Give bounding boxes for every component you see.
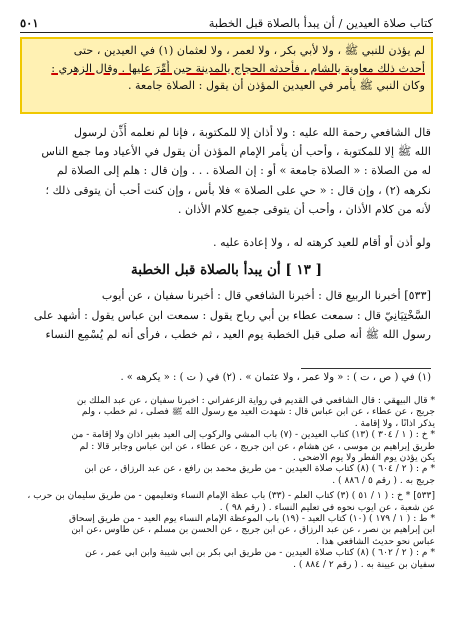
note-line: يكن يؤذن يوم الفطر ولا يوم الأضحى . bbox=[292, 453, 435, 464]
section-title: [ ١٣ ] أن يبدأ بالصلاة قبل الخطبة bbox=[130, 262, 323, 278]
note-line: جريج ، عن عطاء ، عن ابن عباس قال : شهدت العيد مع رسول الله ﷺ فصلى ، ثم خطب ، ولم bbox=[81, 407, 435, 418]
body-line: لأنه من كلام الأذان ، وأحب أن يتوقى جميع كلام الأذان . bbox=[177, 202, 431, 216]
note-line: طريق إبراهيم بن موسى ، عن هشام ، عن ابن جريج ، عن عطاء ، عن ابن عباس وجابر قالا : لم bbox=[79, 441, 435, 452]
note-line: يذكر أذانًا ، ولا إقامة . bbox=[354, 418, 435, 429]
running-header bbox=[20, 12, 433, 33]
scholarly-notes bbox=[18, 396, 435, 571]
highlight-line: لم يؤذن للنبي ﷺ ، ولا لأبي بكر ، ولا لعمر ، ولا لعثمان (١) في العيدين ، حتى bbox=[73, 44, 425, 57]
footnote-divider bbox=[301, 368, 431, 369]
body-line: نكرهه (٢) ، وإن قال : « حي على الصلاة » فلا بأس ، وإن كنت أحب أن يتوقى ذلك ؛ bbox=[45, 183, 431, 197]
header-title: كتاب صلاة العيدين / أن يبدأ بالصلاة قبل الخطبة bbox=[208, 16, 433, 30]
body-line: ولو أذن أو أقام للعيد كرهته له ، ولا إعادة عليه . bbox=[213, 236, 431, 249]
highlighted-passage bbox=[20, 37, 433, 114]
note-line: جريج به . ( رقم ٥ / ٨٨٦ ) . bbox=[332, 475, 435, 486]
note-line: * م : ( ٢ / ٦٠٤ ) (٨) كتاب صلاة العيدين - من طريق محمد بن رافع ، عن عبد الرزاق ، عن ابن bbox=[84, 464, 435, 475]
hadith-line: السَّخْتِيَانِيّ قال : سمعت عطاء بن أبي رباح يقول : سمعت ابن عباس يقول : أشهد على bbox=[33, 308, 431, 322]
highlight-line: وكان النبي ﷺ يأمر في العيدين المؤذن أن يقول : الصلاة جامعة . bbox=[127, 79, 425, 92]
body-line: له من الصلاة : « الصلاة جامعة » أو : إن الصلاة . . . وإن قال : هلم إلى الصلاة لم bbox=[56, 164, 431, 178]
body-line: الله ﷺ إلا للمكتوبة ، وأحب أن يأمر الإمام المؤذن أن يقول في الأعياد وما جمع الناس bbox=[41, 145, 431, 159]
body-paragraph bbox=[22, 123, 431, 219]
hadith-line: رسول الله ﷺ أنه صلى قبل الخطبة يوم العيد ، ثم خطب ، فرأى أنه لم يُسْمِع النساء bbox=[45, 328, 431, 342]
body-line: قال الشافعي رحمة الله عليه : ولا أذان إلا للمكتوبة ، فإنا لم نعلمه أُذِّن لرسول bbox=[73, 126, 431, 139]
body-closing bbox=[22, 233, 431, 252]
note-line: عن شعبة ، عن أيوب نحوه في تعليم النساء . ( رقم ٩٨ ) . bbox=[219, 502, 435, 513]
page-number: ٥٠١ bbox=[20, 16, 39, 30]
note-line: عباس نحو حديث الشافعي هذا . bbox=[316, 536, 435, 547]
hadith-paragraph bbox=[22, 286, 431, 345]
note-line: * قال البيهقي : قال الشافعي في القديم في رواية الزعفراني : أخبرنا سفيان ، عن عبد الملك بن bbox=[76, 396, 435, 406]
note-line: سفيان بن عيينة به . ( رقم ٢ / ٨٨٤ ) . bbox=[293, 559, 435, 570]
highlight-line-underlined: أحدث ذلك معاوية بالشام ، فأحدثه الحجاج بالمدينة حين أُمِّرَ عليها . وقال الزهري : bbox=[51, 61, 425, 75]
note-line: * خ : ( ١ / ٣٠٤ ) (١٣) كتاب العيدين - (٧) باب المشي والركوب إلى العيد بغير أذان ولا إقامة - من bbox=[71, 430, 435, 441]
note-line: * م : ( ٢ / ٦٠٢ ) (٨) كتاب صلاة العيدين - من طريق أبي بكر بن أبي شيبة وابن أبي عمر ، عن bbox=[85, 548, 435, 559]
footnotes-line: (١) في ( ص ، ت ) : « ولا عمر ، ولا عثمان » . (٢) في ( ت ) : « يكرهه » . bbox=[120, 372, 431, 383]
hadith-line: [٥٣٣] أخبرنا الربيع قال : أخبرنا الشافعي قال : أخبرنا سفيان ، عن أيوب bbox=[101, 289, 431, 302]
note-line: * ط : ( ١ / ١٧٩ ) (١٠) كتاب العيد - (١٩) باب الموعظة الإمام النساء يوم العيد - من طريق إسحاق bbox=[69, 514, 435, 525]
note-line: ابن إبراهيم بن نصر ، عن عبد الرزاق ، عن ابن جريج ، عن الحسن بن مسلم ، عن طاوس ،عن ابن bbox=[71, 525, 435, 536]
note-line: [٥٣٣] * خ : ( ١ / ٥١ ) (٣) كتاب العلم - (٣٣) باب عظة الإمام النساء وتعليمهن - من طريق سليمان بن حرب ، bbox=[27, 491, 435, 502]
